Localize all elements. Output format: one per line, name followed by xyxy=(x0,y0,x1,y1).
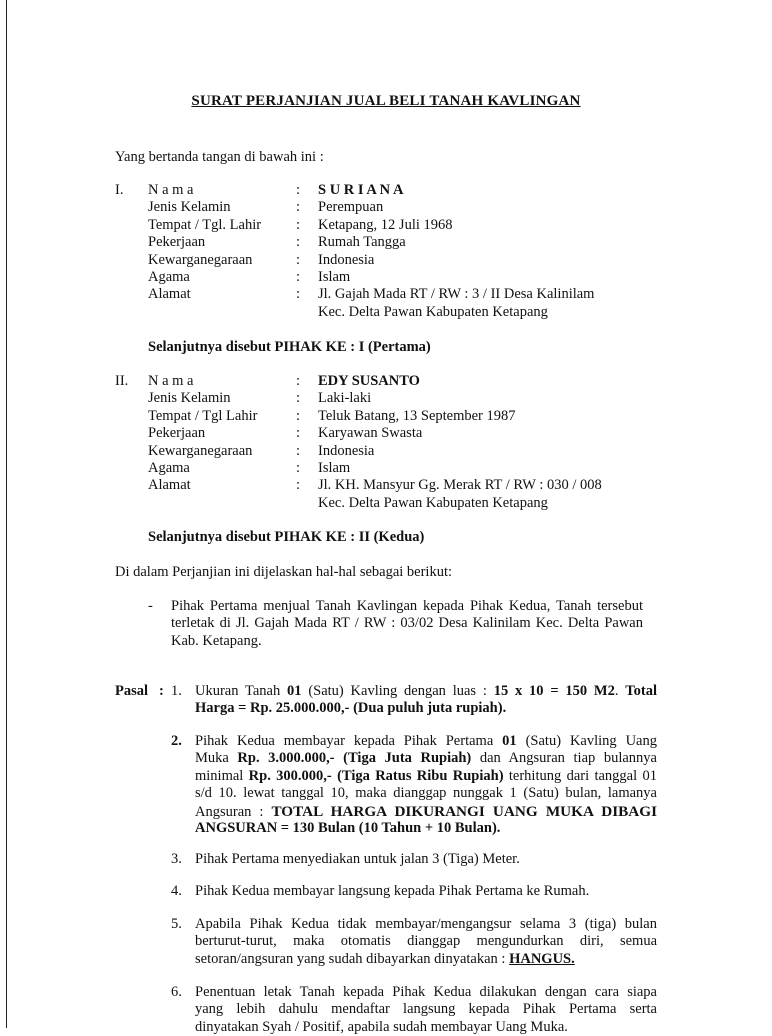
bullet-line: Kab. Ketapang. xyxy=(171,632,262,649)
pasal-4-number: 4. xyxy=(171,883,182,899)
pasal-2-line: minimal Rp. 300.000,- (Tiga Ratus Ribu Rupiah) terhitung dari tanggal 01 xyxy=(195,767,657,784)
party-2-designation: Selanjutnya disebut PIHAK KE : II (Kedua) xyxy=(148,529,425,545)
pasal-2-text xyxy=(195,733,657,837)
field-label: Tempat / Tgl. Lahir xyxy=(148,216,262,233)
field-label: Pekerjaan xyxy=(148,425,206,442)
field-value: Rumah Tangga xyxy=(318,234,406,251)
bullet-text xyxy=(171,598,643,650)
pasal-6-line: yang lebih dahulu mendaftar langsung kepada Pihak Pertama serta xyxy=(195,1001,657,1018)
pasal-2-number: 2. xyxy=(171,733,182,749)
intro-text: Yang bertanda tangan di bawah ini : xyxy=(115,149,324,165)
field-colon: : xyxy=(296,216,301,233)
pasal-4-text: Pihak Kedua membayar langsung kepada Pihak Pertama ke Rumah. xyxy=(195,883,590,899)
field-value: Indonesia xyxy=(318,251,375,268)
field-colon: : xyxy=(296,286,301,303)
party-2-numeral: II. xyxy=(115,373,129,389)
party-1-designation: Selanjutnya disebut PIHAK KE : I (Pertama) xyxy=(148,339,431,355)
pasal-1-line: Harga = Rp. 25.000.000,- (Dua puluh juta rupiah). xyxy=(195,700,507,717)
field-label: Tempat / Tgl Lahir xyxy=(148,407,258,424)
pasal-5-line: setoran/angsuran yang sudah dibayarkan dinyatakan : HANGUS. xyxy=(195,950,575,967)
field-colon: : xyxy=(296,199,301,216)
field-value: Perempuan xyxy=(318,199,384,216)
pasal-3-number: 3. xyxy=(171,851,182,867)
pasal-1-line: Ukuran Tanah 01 (Satu) Kavling dengan luas : 15 x 10 = 150 M2. Total xyxy=(195,683,657,699)
field-label: Agama xyxy=(148,460,190,476)
field-label: Alamat xyxy=(148,477,191,494)
field-colon: : xyxy=(296,269,301,285)
field-value: Jl. KH. Mansyur Gg. Merak RT / RW : 030 / 008 xyxy=(318,477,602,494)
bullet-dash: - xyxy=(148,598,153,614)
field-value: Laki-laki xyxy=(318,390,372,407)
field-value: Karyawan Swasta xyxy=(318,425,423,442)
pasal-label: Pasal xyxy=(115,683,149,699)
pasal-2-line: Pihak Kedua membayar kepada Pihak Pertama 01 (Satu) Kavling Uang xyxy=(195,733,657,749)
explain-intro: Di dalam Perjanjian ini dijelaskan hal-hal sebagai berikut: xyxy=(115,564,453,580)
pasal-6-number: 6. xyxy=(171,984,182,1000)
pasal-2-line: Muka Rp. 3.000.000,- (Tiga Juta Rupiah) dan Angsuran tiap bulannya xyxy=(195,750,657,767)
page-edge xyxy=(6,0,7,1028)
pasal-5-line: Apabila Pihak Kedua tidak membayar/mengangsur selama 3 (tiga) bulan xyxy=(195,916,657,932)
field-colon: : xyxy=(296,477,301,494)
field-label: Jenis Kelamin xyxy=(148,390,231,407)
pasal-2-line: ANGSURAN = 130 Bulan (10 Tahun + 10 Bulan). xyxy=(195,819,501,836)
field-value: Ketapang, 12 Juli 1968 xyxy=(318,216,453,233)
bullet-line: Pihak Pertama menjual Tanah Kavlingan kepada Pihak Kedua, Tanah tersebut xyxy=(171,598,643,614)
field-value: Teluk Batang, 13 September 1987 xyxy=(318,407,516,424)
pasal-3-text: Pihak Pertama menyediakan untuk jalan 3 (Tiga) Meter. xyxy=(195,851,520,867)
field-colon: : xyxy=(296,182,301,198)
party-1-numeral: I. xyxy=(115,182,124,198)
field-value: Islam xyxy=(318,460,351,476)
field-value: Islam xyxy=(318,269,351,285)
field-colon: : xyxy=(296,234,301,251)
pasal-2-line: Angsuran : TOTAL HARGA DIKURANGI UANG MUKA DIBAGI xyxy=(195,802,657,820)
field-label: Pekerjaan xyxy=(148,234,206,251)
field-colon: : xyxy=(296,425,301,442)
field-value: EDY SUSANTO xyxy=(318,373,420,389)
pasal-5-number: 5. xyxy=(171,916,182,932)
field-colon: : xyxy=(296,407,301,424)
document-title: SURAT PERJANJIAN JUAL BELI TANAH KAVLINGAN xyxy=(191,93,581,109)
field-label: Agama xyxy=(148,269,190,285)
field-value: Indonesia xyxy=(318,442,375,459)
field-colon: : xyxy=(296,251,301,268)
field-label: N a m a xyxy=(148,373,194,389)
pasal-6-line: Penentuan letak Tanah kepada Pihak Kedua dilakukan dengan cara siapa xyxy=(195,984,657,1000)
pasal-2-line: s/d 10. lewat tanggal 10, maka dianggap nunggak 1 (Satu) bulan, lamanya xyxy=(195,785,657,802)
party-2-address-line2: Kec. Delta Pawan Kabupaten Ketapang xyxy=(318,495,548,511)
field-colon: : xyxy=(296,390,301,407)
party-1-address-line2: Kec. Delta Pawan Kabupaten Ketapang xyxy=(318,304,548,320)
field-label: Alamat xyxy=(148,286,191,303)
pasal-6-text xyxy=(195,984,657,1036)
pasal-5-line: berturut-turut, maka otomatis dianggap mengundurkan diri, semua xyxy=(195,933,657,950)
field-value: Jl. Gajah Mada RT / RW : 3 / II Desa Kalinilam xyxy=(318,286,595,303)
pasal-5-text xyxy=(195,916,657,968)
field-label: Kewarganegaraan xyxy=(148,442,253,459)
field-label: N a m a xyxy=(148,182,194,198)
bullet-line: terletak di Jl. Gajah Mada RT / RW : 03/02 Desa Kalinilam Kec. Delta Pawan xyxy=(171,615,643,632)
pasal-1-number: 1. xyxy=(171,683,182,699)
field-label: Kewarganegaraan xyxy=(148,251,253,268)
pasal-1-text xyxy=(195,683,657,718)
field-value: S U R I A N A xyxy=(318,182,404,198)
pasal-6-line: dinyatakan Syah / Positif, apabila sudah membayar Uang Muka. xyxy=(195,1018,568,1035)
field-label: Jenis Kelamin xyxy=(148,199,231,216)
field-colon: : xyxy=(296,442,301,459)
field-colon: : xyxy=(296,460,301,476)
field-colon: : xyxy=(296,373,301,389)
pasal-colon: : xyxy=(159,683,164,699)
